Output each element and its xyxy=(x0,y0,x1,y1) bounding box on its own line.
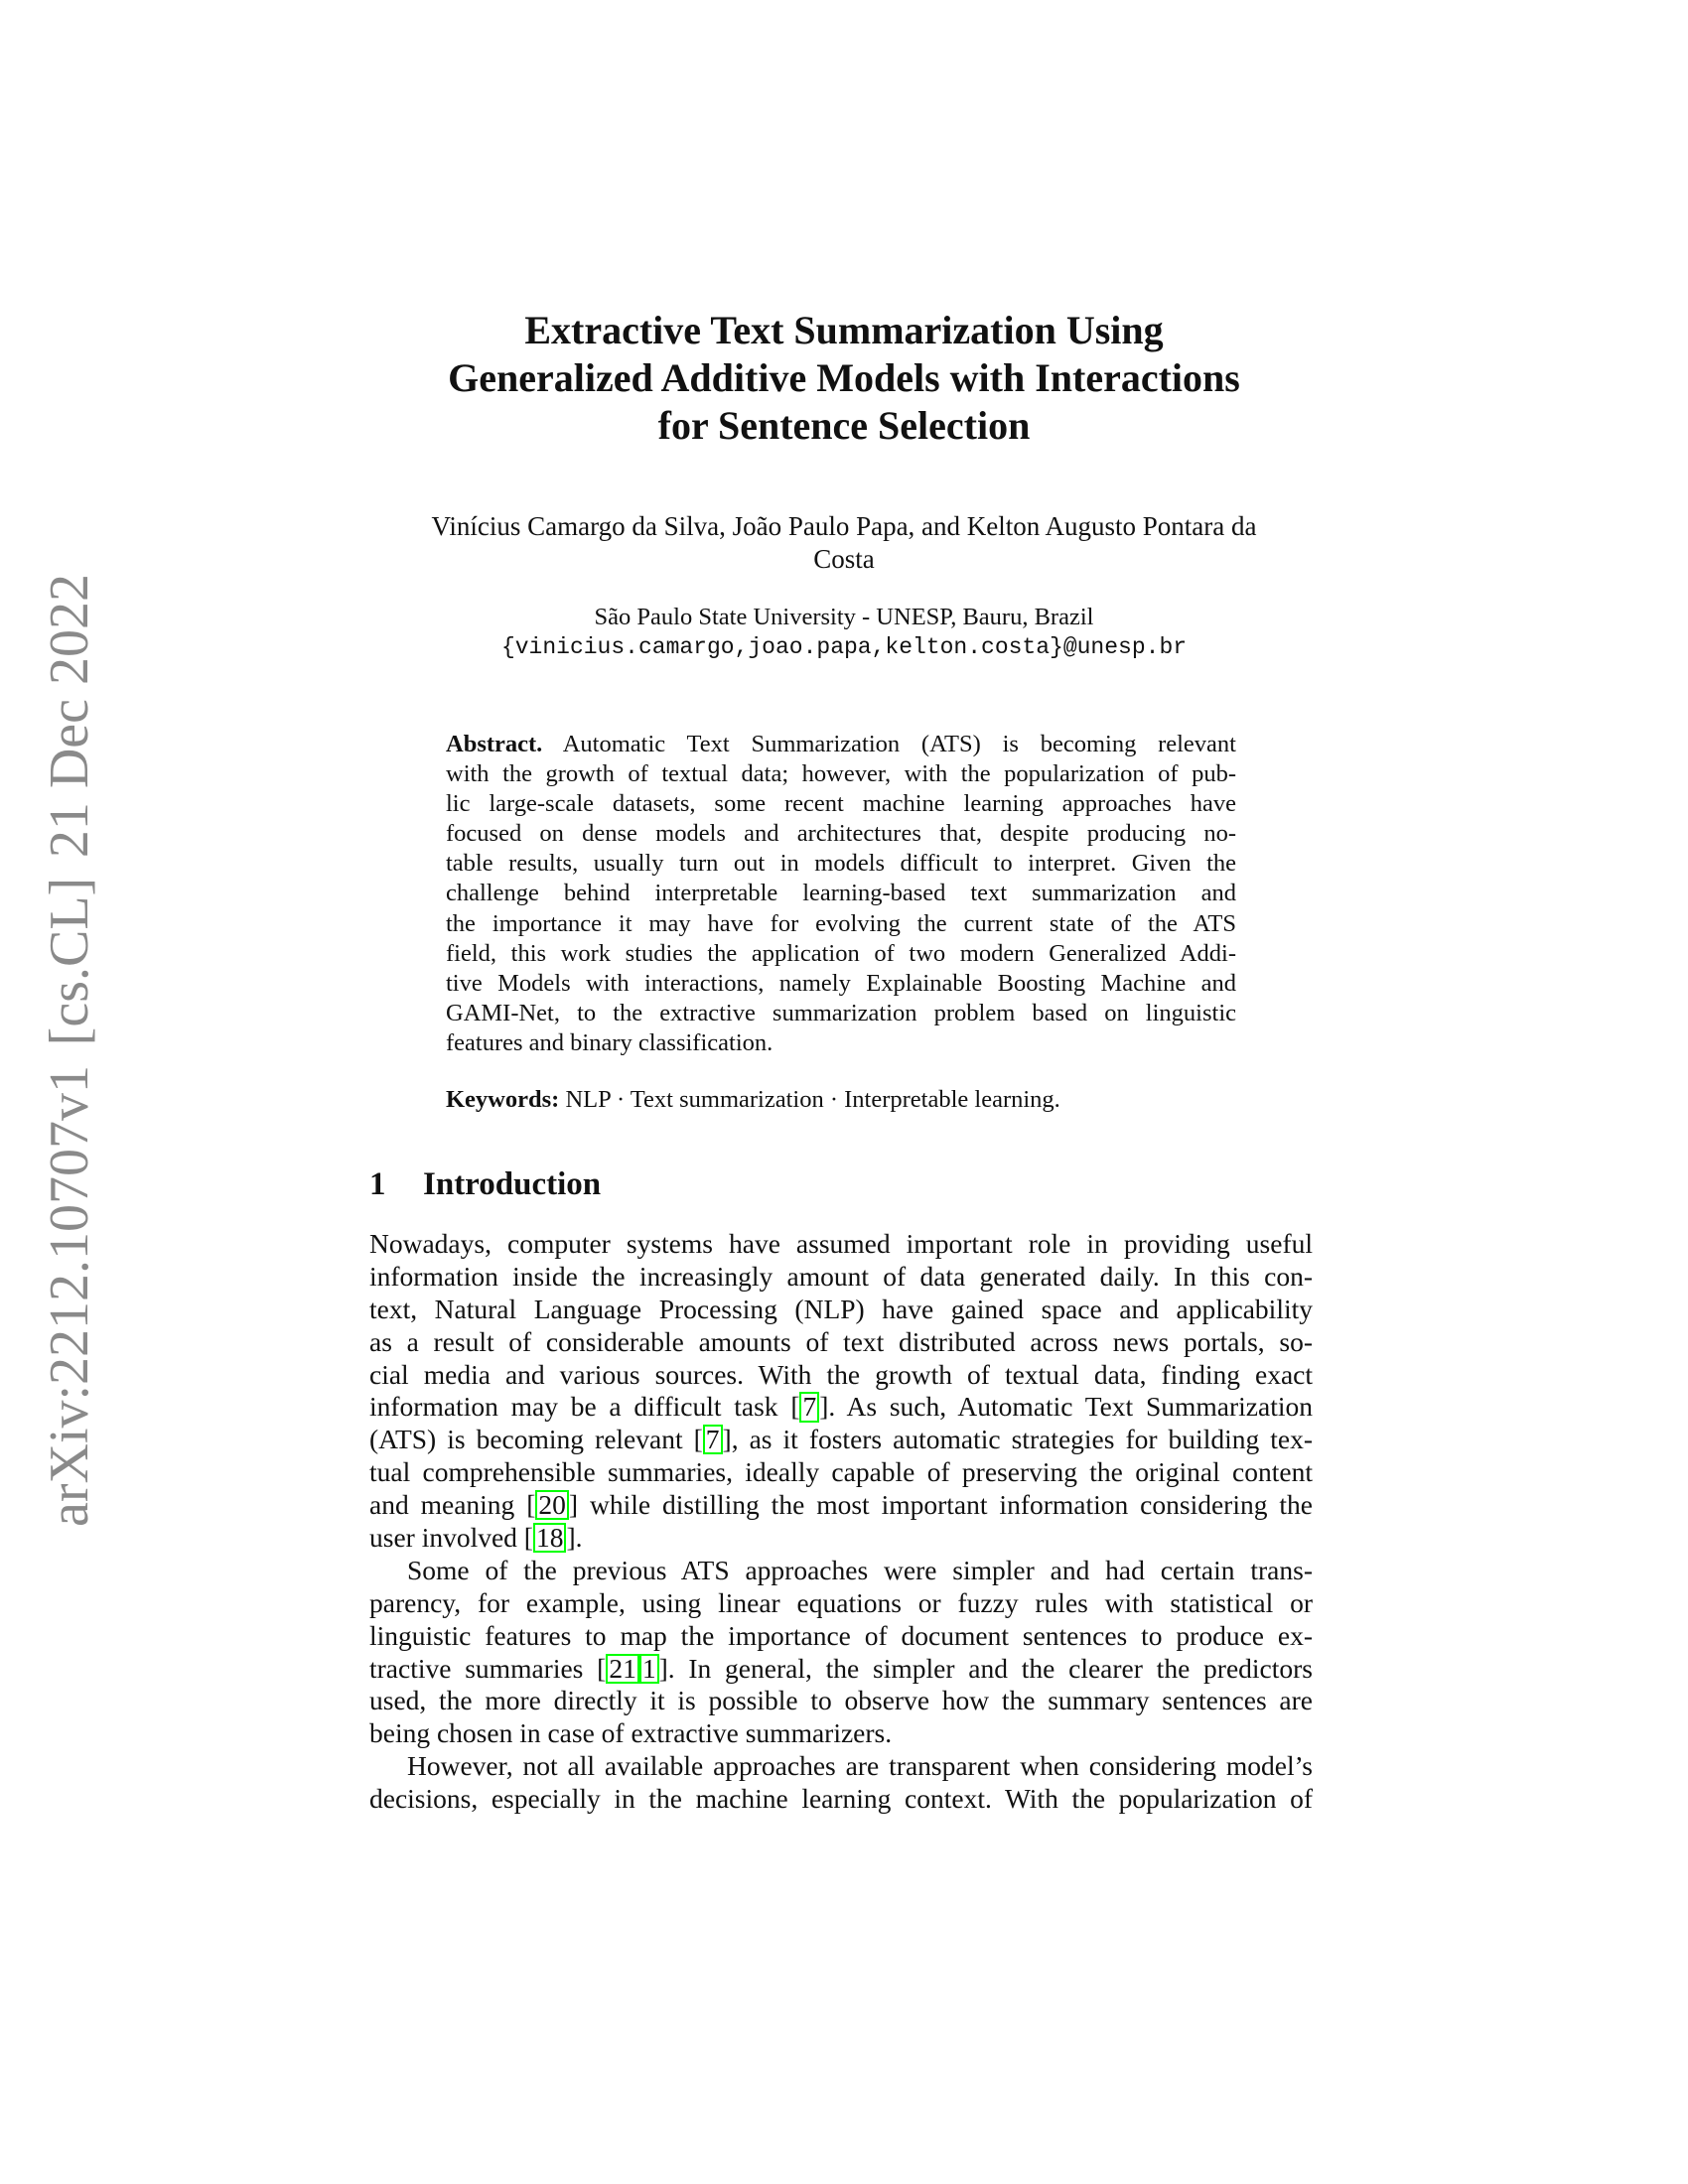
text-run: features and binary classification. xyxy=(446,1028,774,1056)
abstract xyxy=(446,730,1236,1058)
author-emails: {vinicius.camargo,joao.papa,kelton.costa}@unesp.br xyxy=(500,634,1188,660)
keywords xyxy=(446,1085,1236,1115)
abstract-label: Abstract. xyxy=(446,731,543,757)
text-run: focused on dense models and architectures that, despite producing no- xyxy=(446,820,1236,848)
institution: São Paulo State University - UNESP, Bauru, Brazil xyxy=(594,604,1094,630)
text-run: user involved [ xyxy=(369,1522,533,1554)
text-run: used, the more directly it is possible to observe how the summary sentences are xyxy=(369,1685,1313,1716)
section-number: 1 xyxy=(369,1166,386,1202)
abstract-line xyxy=(446,999,1236,1028)
citation-link[interactable]: 7 xyxy=(799,1392,819,1422)
title-line: Extractive Text Summarization Using xyxy=(524,308,1164,352)
text-run: challenge behind interpretable learning-based text summarization and xyxy=(446,880,1236,907)
text-run: text, Natural Language Processing (NLP) have gained space and applicability xyxy=(369,1293,1313,1324)
abstract-line xyxy=(446,759,1236,789)
text-run: information inside the increasingly amount of data generated daily. In this con- xyxy=(369,1260,1313,1292)
citation-link[interactable]: 18 xyxy=(533,1523,567,1553)
text-run: tive Models with interactions, namely Explainable Boosting Machine and xyxy=(446,969,1236,997)
abstract-line xyxy=(446,909,1236,939)
arxiv-sidebar-stamp xyxy=(40,574,99,1527)
text-run: ]. xyxy=(566,1522,583,1554)
abstract-line xyxy=(446,969,1236,999)
citation-link[interactable]: 1 xyxy=(639,1654,659,1684)
text-run: Some of the previous ATS approaches were simpler and had certain trans- xyxy=(407,1554,1313,1585)
body-line xyxy=(369,1653,1313,1686)
authors-line: Costa xyxy=(813,544,875,574)
body-line xyxy=(369,1620,1313,1653)
text-run: table results, usually turn out in models difficult to interpret. Given the xyxy=(446,850,1236,878)
citation-link[interactable]: 20 xyxy=(535,1490,569,1520)
section-title: Introduction xyxy=(423,1166,602,1202)
body-line xyxy=(369,1294,1313,1326)
text-run: ]. In general, the simpler and the clearer the predictors xyxy=(658,1652,1314,1684)
text-run: (ATS) is becoming relevant [ xyxy=(369,1424,703,1455)
text-run: Nowadays, computer systems have assumed important role in providing useful xyxy=(369,1228,1313,1259)
abstract-line xyxy=(446,819,1236,849)
body-line xyxy=(369,1750,1313,1783)
text-run: and meaning [ xyxy=(369,1489,536,1521)
body-line xyxy=(369,1326,1313,1359)
title-line: Generalized Additive Models with Interactions xyxy=(448,355,1240,400)
text-run: parency, for example, using linear equations or fuzzy rules with statistical or xyxy=(369,1586,1313,1618)
abstract-line xyxy=(446,1028,1236,1058)
body-line xyxy=(369,1359,1313,1392)
section-heading xyxy=(369,1164,601,1204)
abstract-line xyxy=(446,939,1236,969)
body-line xyxy=(369,1456,1313,1489)
authors-line: Vinícius Camargo da Silva, João Paulo Papa, and Kelton Augusto Pontara da xyxy=(431,511,1257,541)
title-line: for Sentence Selection xyxy=(657,403,1031,448)
text-run: linguistic features to map the importance of document sentences to produce ex- xyxy=(369,1619,1313,1651)
body-line xyxy=(369,1489,1313,1522)
body-line xyxy=(369,1685,1313,1717)
text-run: as a result of considerable amounts of text distributed across news portals, so- xyxy=(369,1325,1313,1357)
text-run: the importance it may have for evolving the current state of the ATS xyxy=(446,909,1236,937)
body-line xyxy=(369,1424,1313,1456)
body-line xyxy=(369,1261,1313,1294)
text-run: being chosen in case of extractive summarizers. xyxy=(369,1717,893,1749)
text-run: information may be a difficult task [ xyxy=(369,1391,800,1423)
text-run: GAMI-Net, to the extractive summarization problem based on linguistic xyxy=(446,999,1236,1026)
abstract-line xyxy=(446,789,1236,819)
paper-title xyxy=(298,307,1390,450)
text-run: ], as it fosters automatic strategies for building tex- xyxy=(722,1424,1313,1455)
text-run: However, not all available approaches are transparent when considering model’s xyxy=(407,1750,1313,1782)
abstract-line xyxy=(446,730,1236,759)
text-run: tractive summaries [ xyxy=(369,1652,607,1684)
body-line xyxy=(369,1555,1313,1587)
citation-link[interactable]: 7 xyxy=(703,1425,723,1454)
text-run: field, this work studies the application of two modern Generalized Addi- xyxy=(446,939,1236,967)
text-run: with the growth of textual data; however, with the popularization of pub- xyxy=(446,760,1236,788)
text-run: decisions, especially in the machine learning context. With the popularization of xyxy=(369,1783,1313,1815)
body-text xyxy=(369,1228,1313,1816)
text-run: tual comprehensible summaries, ideally capable of preserving the original content xyxy=(369,1456,1313,1488)
body-line xyxy=(369,1522,1313,1555)
keywords-label: Keywords: xyxy=(446,1086,560,1113)
arxiv-date: 21 Dec 2022 xyxy=(39,574,100,859)
text-run: Automatic Text Summarization (ATS) is becoming relevant xyxy=(542,731,1236,757)
arxiv-id[interactable]: arXiv:2212.10707v1 xyxy=(39,1064,100,1527)
text-run: ]. As such, Automatic Text Summarization xyxy=(819,1391,1313,1423)
arxiv-category: [cs.CL] xyxy=(39,877,100,1046)
body-line xyxy=(369,1391,1313,1424)
text-run: ] while distilling the most important information considering the xyxy=(568,1489,1313,1521)
body-line xyxy=(369,1587,1313,1620)
text-run: lic large-scale datasets, some recent machine learning approaches have xyxy=(446,790,1236,818)
affiliation xyxy=(298,602,1390,663)
text-run: cial media and various sources. With the growth of textual data, finding exact xyxy=(369,1358,1313,1390)
abstract-line xyxy=(446,849,1236,879)
keywords-text: NLP · Text summarization · Interpretable learning. xyxy=(565,1086,1060,1113)
author-list xyxy=(298,510,1390,576)
body-line xyxy=(369,1717,1313,1750)
body-line xyxy=(369,1783,1313,1816)
body-line xyxy=(369,1228,1313,1261)
abstract-line xyxy=(446,879,1236,908)
citation-link[interactable]: 21 xyxy=(606,1654,639,1684)
